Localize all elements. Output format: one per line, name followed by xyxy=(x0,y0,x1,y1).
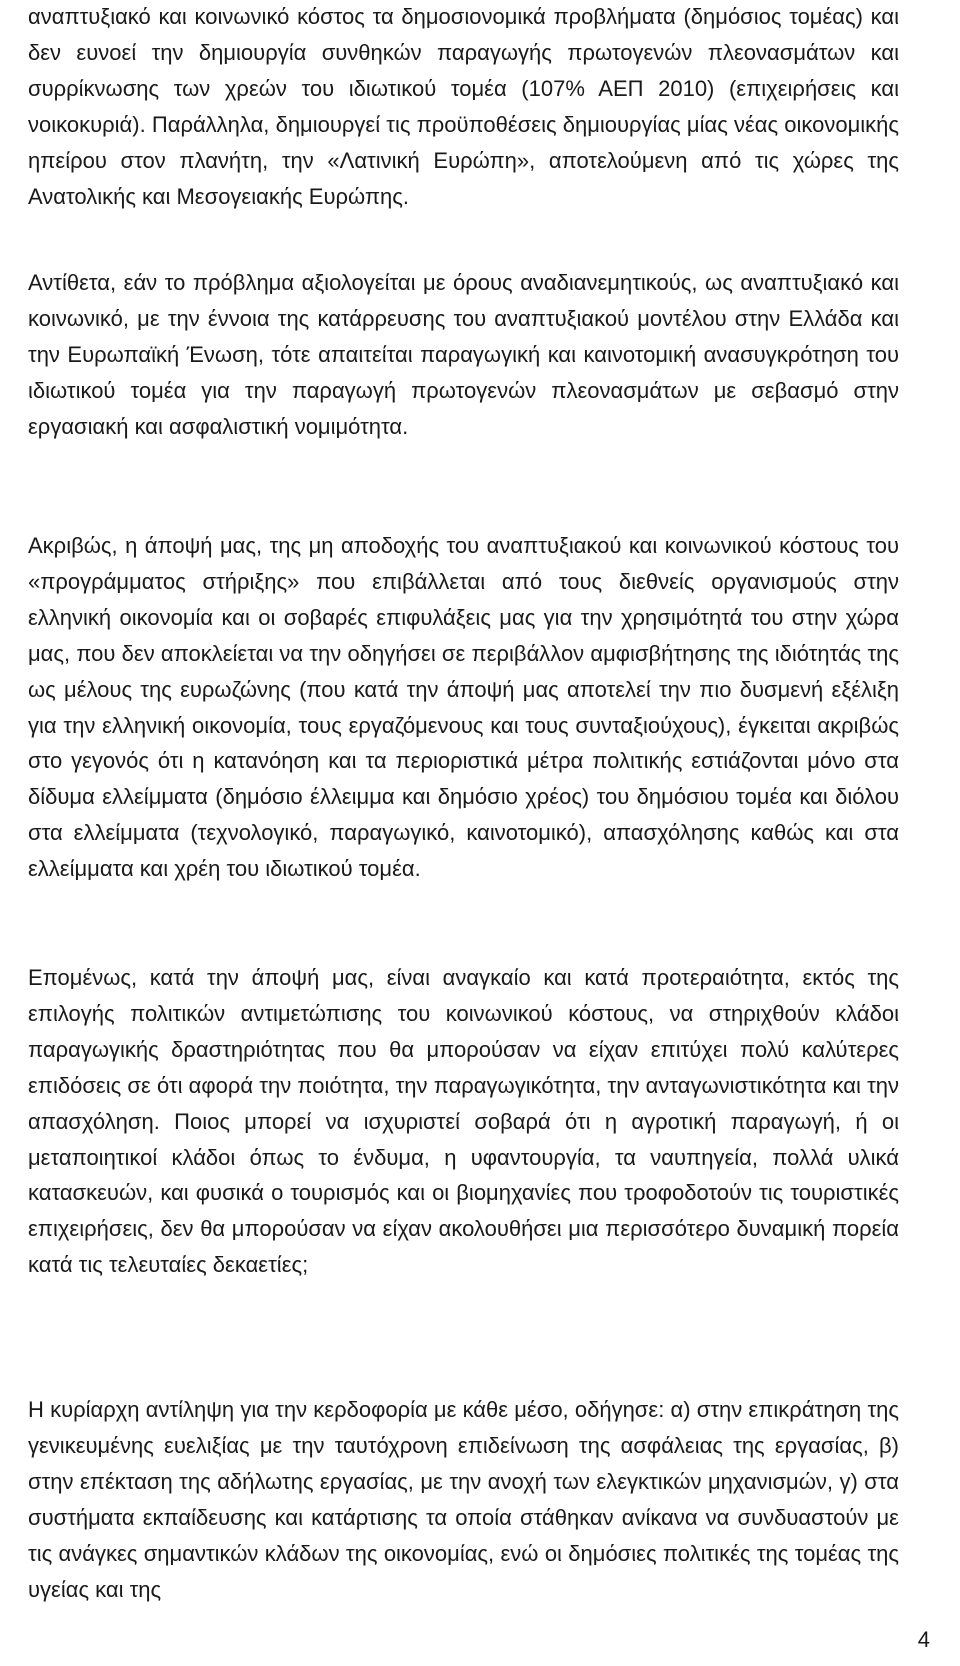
page-number: 4 xyxy=(917,1627,930,1652)
paragraph-5: Η κυρίαρχη αντίληψη για την κερδοφορία με κάθε μέσο, οδήγησε: α) στην επικράτηση της γενικευμένης ευελιξίας με την ταυτόχρονη επιδείνωση της ασφάλειας της εργασίας, β) στην επέκταση της αδήλωτης εργασίας, με την ανοχή των ελεγκτικών μηχανισμών, γ) στα συστήματα εκπαίδευσης και κατάρτισης τα οποία στάθηκαν ανίκανα να συνδυαστούν με τις ανάγκες σημαντικών κλάδων της οικονομίας, ενώ οι δημόσιες πολιτικές της τομέας της υγείας και της xyxy=(28,1397,899,1602)
paragraph-4: Επομένως, κατά την άποψή μας, είναι αναγκαίο και κατά προτεραιότητα, εκτός της επιλογής πολιτικών αντιμετώπισης του κοινωνικού κόστους, να στηριχθούν κλάδοι παραγωγικής δραστηριότητας που θα μπορούσαν να είχαν επιτύχει πολύ καλύτερες επιδόσεις σε ότι αφορά την ποιότητα, την παραγωγικότητα, την ανταγωνιστικότητα και την απασχόληση. Ποιος μπορεί να ισχυριστεί σοβαρά ότι η αγροτική παραγωγή, ή οι μεταποιητικοί κλάδοι όπως το ένδυμα, η υφαντουργία, τα ναυπηγεία, πολλά υλικά κατασκευών, και φυσικά ο τουρισμός και οι βιομηχανίες που τροφοδοτούν τις τουριστικές επιχειρήσεις, δεν θα μπορούσαν να είχαν ακολουθήσει μια περισσότερο δυναμική πορεία κατά τις τελευταίες δεκαετίες; xyxy=(28,965,899,1278)
paragraph-3: Ακριβώς, η άποψή μας, της μη αποδοχής του αναπτυξιακού και κοινωνικού κόστους του «προγράμματος στήριξης» που επιβάλλεται από τους διεθνείς οργανισμούς στην ελληνική οικονομία και οι σοβαρές επιφυλάξεις μας για την χρησιμότητά του στην χώρα μας, που δεν αποκλείεται να την οδηγήσει σε περιβάλλον αμφισβήτησης της ιδιότητάς της ως μέλους της ευρωζώνης (που κατά την άποψή μας αποτελεί την πιο δυσμενή εξέλιξη για την ελληνική οικονομία, τους εργαζόμενους και τους συνταξιούχους), έγκειται ακριβώς στο γεγονός ότι η κατανόηση και τα περιοριστικά μέτρα πολιτικής εστιάζονται μόνο στα δίδυμα ελλείμματα (δημόσιο έλλειμμα και δημόσιο χρέος) του δημόσιου τομέα και διόλου στα ελλείμματα (τεχνολογικό, παραγωγικό, καινοτομικό), απασχόλησης καθώς και στα ελλείμματα και χρέη του ιδιωτικού τομέα. xyxy=(28,533,899,882)
paragraph-2: Αντίθετα, εάν το πρόβλημα αξιολογείται με όρους αναδιανεμητικούς, ως αναπτυξιακό και κοινωνικό, με την έννοια της κατάρρευσης του αναπτυξιακού μοντέλου στην Ελλάδα και την Ευρωπαϊκή Ένωση, τότε απαιτείται παραγωγική και καινοτομική ανασυγκρότηση του ιδιωτικού τομέα για την παραγωγή πρωτογενών πλεονασμάτων με σεβασμό στην εργασιακή και ασφαλιστική νομιμότητα. xyxy=(28,270,899,439)
paragraph-1: αναπτυξιακό και κοινωνικό κόστος τα δημοσιονομικά προβλήματα (δημόσιος τομέας) και δεν ευνοεί την δημιουργία συνθηκών παραγωγής πρωτογενών πλεονασμάτων και συρρίκνωσης των χρεών του ιδιωτικού τομέα (107% ΑΕΠ 2010) (επιχειρήσεις και νοικοκυριά). Παράλληλα, δημιουργεί τις προϋποθέσεις δημιουργίας μίας νέας οικονομικής ηπείρου στον πλανήτη, την «Λατινική Ευρώπη», αποτελούμενη από τις χώρες της Ανατολικής και Μεσογειακής Ευρώπης. xyxy=(28,4,899,209)
